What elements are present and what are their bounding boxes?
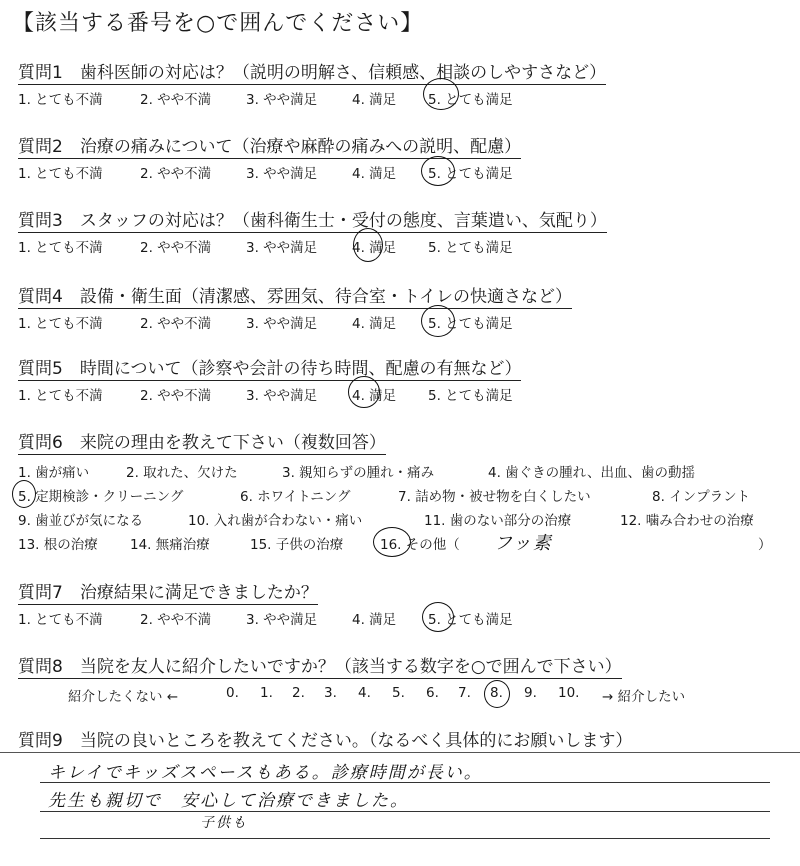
question-2-options (18, 162, 521, 182)
q4-option-3[interactable]: 3. やや満足 (246, 316, 318, 332)
q6-option-13[interactable]: 13. 根の治療 (18, 537, 98, 553)
question-4 (18, 282, 572, 332)
question-8-title: 質問8 当院を友人に紹介したいですか？（該当する数字を○で囲んで下さい） (18, 652, 622, 679)
question-7-options (18, 608, 513, 628)
q6-option-12[interactable]: 12. 噛み合わせの治療 (620, 513, 754, 529)
q7-option-5[interactable]: 5. とても満足 (428, 612, 513, 628)
q6-option-11[interactable]: 11. 歯のない部分の治療 (424, 513, 572, 529)
question-8 (18, 652, 788, 705)
q6-option-4[interactable]: 4. 歯ぐきの腫れ、出血、歯の動揺 (488, 465, 695, 481)
q6-option-5[interactable]: 5. 定期検診・クリーニング (18, 489, 184, 505)
q8-left-label: 紹介したくない ← (68, 689, 179, 705)
handwritten-answer-line-1: キレイでキッズスペースもある。診療時間が長い。 (48, 763, 483, 783)
q4-option-1[interactable]: 1. とても不満 (18, 316, 103, 332)
question-5 (18, 354, 521, 404)
q7-option-3[interactable]: 3. やや満足 (246, 612, 318, 628)
question-6-title: 質問6 来院の理由を教えて下さい（複数回答） (18, 428, 386, 455)
q1-option-4[interactable]: 4. 満足 (352, 92, 397, 108)
q6-row (18, 533, 798, 557)
answer-area-top-border (0, 752, 800, 753)
q6-row (18, 509, 798, 533)
question-1 (18, 58, 606, 108)
question-4-options (18, 312, 572, 332)
q4-option-2[interactable]: 2. やや不満 (140, 316, 212, 332)
q4-option-5[interactable]: 5. とても満足 (428, 316, 513, 332)
q7-option-4[interactable]: 4. 満足 (352, 612, 397, 628)
question-2 (18, 132, 521, 182)
q6-option-16[interactable]: 16. その他（ (380, 537, 460, 553)
q3-option-1[interactable]: 1. とても不満 (18, 240, 103, 256)
q6-other-close-paren: ） (758, 537, 772, 553)
q6-option-1[interactable]: 1. 歯が痛い (18, 465, 90, 481)
q8-option-5[interactable]: 5. (392, 685, 405, 701)
question-6 (18, 428, 798, 557)
question-1-options (18, 88, 606, 108)
q8-option-7[interactable]: 7. (458, 685, 471, 701)
q1-option-2[interactable]: 2. やや不満 (140, 92, 212, 108)
q2-option-2[interactable]: 2. やや不満 (140, 166, 212, 182)
q8-option-1[interactable]: 1. (260, 685, 273, 701)
question-5-options (18, 384, 521, 404)
q2-option-5[interactable]: 5. とても満足 (428, 166, 513, 182)
handwritten-answer-insert: 子供も (200, 815, 248, 831)
q6-option-3[interactable]: 3. 親知らずの腫れ・痛み (282, 465, 435, 481)
question-7-title: 質問7 治療結果に満足できましたか？ (18, 578, 318, 605)
question-7 (18, 578, 513, 628)
q6-row (18, 461, 798, 485)
question-9 (18, 726, 632, 751)
q7-option-1[interactable]: 1. とても不満 (18, 612, 103, 628)
q5-option-4[interactable]: 4. 満足 (352, 388, 397, 404)
question-6-options (18, 461, 798, 557)
question-9-title: 質問9 当院の良いところを教えてください。（なるべく具体的にお願いします） (18, 731, 633, 751)
q2-option-1[interactable]: 1. とても不満 (18, 166, 103, 182)
q6-row (18, 485, 798, 509)
question-3-title: 質問3 スタッフの対応は？（歯科衛生士・受付の態度、言葉遣い、気配り） (18, 206, 607, 233)
q8-option-0[interactable]: 0. (226, 685, 239, 701)
question-3-options (18, 236, 607, 256)
q6-option-10[interactable]: 10. 入れ歯が合わない・痛い (188, 513, 363, 529)
q8-option-3[interactable]: 3. (324, 685, 337, 701)
q6-option-9[interactable]: 9. 歯並びが気になる (18, 513, 144, 529)
q2-option-4[interactable]: 4. 満足 (352, 166, 397, 182)
q6-option-8[interactable]: 8. インプラント (652, 489, 751, 505)
q8-option-9[interactable]: 9. (524, 685, 537, 701)
handwritten-answer-line-2: 先生も親切で 安心して治療できました。 (48, 791, 409, 811)
q5-option-3[interactable]: 3. やや満足 (246, 388, 318, 404)
q8-option-2[interactable]: 2. (292, 685, 305, 701)
q6-option-7[interactable]: 7. 詰め物・被せ物を白くしたい (398, 489, 591, 505)
q3-option-2[interactable]: 2. やや不満 (140, 240, 212, 256)
q5-option-5[interactable]: 5. とても満足 (428, 388, 513, 404)
q5-option-2[interactable]: 2. やや不満 (140, 388, 212, 404)
question-2-title: 質問2 治療の痛みについて（治療や麻酔の痛みへの説明、配慮） (18, 132, 521, 159)
q6-other-handwritten: フッ素 (494, 533, 553, 554)
q6-option-15[interactable]: 15. 子供の治療 (250, 537, 344, 553)
answer-line (40, 838, 770, 839)
q6-option-2[interactable]: 2. 取れた、欠けた (126, 465, 238, 481)
q6-option-6[interactable]: 6. ホワイトニング (240, 489, 351, 505)
q8-option-8[interactable]: 8. (490, 685, 503, 701)
q8-option-4[interactable]: 4. (358, 685, 371, 701)
q3-option-3[interactable]: 3. やや満足 (246, 240, 318, 256)
q3-option-5[interactable]: 5. とても満足 (428, 240, 513, 256)
q6-option-14[interactable]: 14. 無痛治療 (130, 537, 210, 553)
q3-option-4[interactable]: 4. 満足 (352, 240, 397, 256)
question-5-title: 質問5 時間について（診察や会計の待ち時間、配慮の有無など） (18, 354, 521, 381)
question-3 (18, 206, 607, 256)
q8-option-10[interactable]: 10. (558, 685, 580, 701)
form-header: 【該当する番号を○で囲んでください】 (12, 11, 424, 36)
q8-option-6[interactable]: 6. (426, 685, 439, 701)
q1-option-3[interactable]: 3. やや満足 (246, 92, 318, 108)
q4-option-4[interactable]: 4. 満足 (352, 316, 397, 332)
q2-option-3[interactable]: 3. やや満足 (246, 166, 318, 182)
question-8-scale (18, 685, 788, 705)
q8-right-label: → 紹介したい (602, 689, 686, 705)
q1-option-5[interactable]: 5. とても満足 (428, 92, 513, 108)
answer-line (40, 811, 770, 812)
q1-option-1[interactable]: 1. とても不満 (18, 92, 103, 108)
question-4-title: 質問4 設備・衛生面（清潔感、雰囲気、待合室・トイレの快適さなど） (18, 282, 572, 309)
question-1-title: 質問1 歯科医師の対応は？（説明の明解さ、信頼感、相談のしやすさなど） (18, 58, 606, 85)
q7-option-2[interactable]: 2. やや不満 (140, 612, 212, 628)
q5-option-1[interactable]: 1. とても不満 (18, 388, 103, 404)
